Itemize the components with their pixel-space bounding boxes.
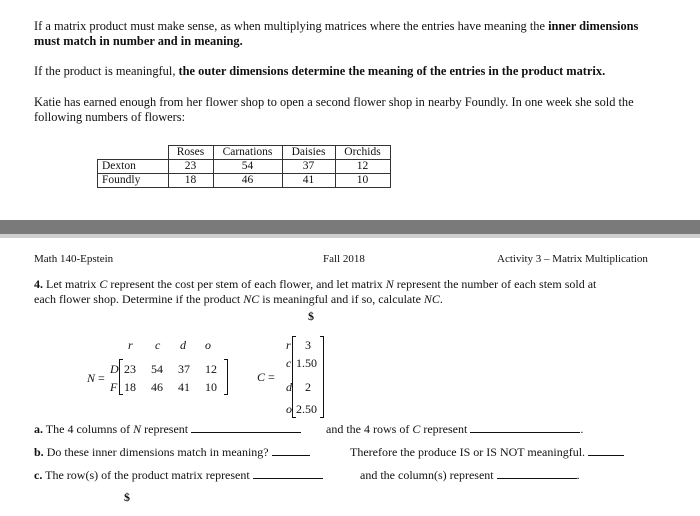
question-a-text: The 4 columns of <box>45 422 134 436</box>
intro-p3-line1: Katie has earned enough from her flower shop to open a second flower shop in nearby Foundly. In one week she sold the <box>34 95 634 109</box>
problem-text: Let matrix <box>46 277 100 291</box>
intro-p2-text: If the product is meaningful, <box>34 64 179 78</box>
question-a-label: a. <box>34 422 43 436</box>
header-course: Math 140-Epstein <box>34 253 114 265</box>
question-a-part2 <box>326 422 583 436</box>
intro-p3-line2: following numbers of flowers: <box>34 110 186 124</box>
question-a-text: represent <box>141 422 189 436</box>
matrix-c-row-label: o <box>286 402 292 416</box>
question-c-part2 <box>360 468 580 482</box>
intro-p1-bold-inner: inner dimensions <box>548 19 639 33</box>
matrix-n-left-bracket <box>119 359 123 395</box>
flower-sales-table <box>97 145 391 188</box>
question-c-text: and the column(s) represent <box>360 468 494 482</box>
page-separator-shadow <box>0 234 700 238</box>
problem-text: is meaningful and if so, calculate <box>259 292 424 306</box>
matrix-n-row-label: D <box>110 362 119 376</box>
problem-var-nc: NC <box>243 292 260 306</box>
intro-paragraph-3 <box>34 95 634 125</box>
intro-p1-bold-match: must match in number and in meaning. <box>34 34 243 48</box>
matrix-n-col-label: o <box>205 338 211 352</box>
table-header-cell: Orchids <box>335 146 390 160</box>
question-c <box>34 468 323 482</box>
matrix-c-cell: 3 <box>305 338 311 352</box>
question-a-text: and the 4 rows of <box>326 422 413 436</box>
matrix-n-col-label: d <box>180 338 186 352</box>
matrix-c-row-label: c <box>286 356 292 370</box>
table-cell: 46 <box>213 174 282 188</box>
table-header-cell: Carnations <box>213 146 282 160</box>
matrix-n-col-label: c <box>155 338 161 352</box>
question-c-end: . <box>576 468 580 482</box>
question-b-text: Do these inner dimensions match in meaning? <box>46 445 269 459</box>
problem-text: each flower shop. Determine if the product <box>34 292 244 306</box>
matrix-n-cell: 23 <box>124 362 136 376</box>
intro-paragraph-2 <box>34 64 605 79</box>
question-a <box>34 422 301 436</box>
matrix-n-name: N <box>87 371 96 385</box>
table-header-cell: Roses <box>168 146 213 160</box>
table-header-row <box>98 146 391 160</box>
problem-text: represent the number of each stem sold at <box>393 277 597 291</box>
intro-p2-bold: the outer dimensions determine the meaning of the entries in the product matrix. <box>178 64 606 78</box>
table-cell: 12 <box>335 160 390 174</box>
matrix-c-cell: 2.50 <box>296 402 317 416</box>
matrix-n-row-label: F <box>110 380 118 394</box>
matrix-n-cell: 37 <box>178 362 190 376</box>
dollar-sign-bottom: $ <box>124 490 130 504</box>
matrix-n-cell: 18 <box>124 380 136 394</box>
table-cell: 41 <box>282 174 335 188</box>
problem-4-text <box>34 277 596 307</box>
table-cell: 10 <box>335 174 390 188</box>
question-b-label: b. <box>34 445 44 459</box>
question-c-label: c. <box>34 468 43 482</box>
table-row <box>98 160 391 174</box>
matrix-c-name: C <box>257 370 266 384</box>
matrix-c-cell: 2 <box>305 380 311 394</box>
answer-blank-b2[interactable] <box>588 445 624 456</box>
matrix-c-cell: 1.50 <box>296 356 317 370</box>
matrix-n-cell: 10 <box>205 380 217 394</box>
matrix-c-row-label: r <box>286 338 291 352</box>
table-cell: 54 <box>213 160 282 174</box>
intro-p1-text: If a matrix product must make sense, as when multiplying matrices where the entries have meaning the <box>34 19 549 33</box>
question-b-part2 <box>350 445 624 459</box>
dollar-sign: $ <box>308 309 314 323</box>
table-row <box>98 174 391 188</box>
matrix-n-cell: 54 <box>151 362 163 376</box>
problem-var-nc: NC <box>423 292 440 306</box>
question-a-text: represent <box>420 422 468 436</box>
matrix-c-row-label: d <box>286 380 292 394</box>
table-cell: 18 <box>168 174 213 188</box>
table-row-label: Dexton <box>98 160 169 174</box>
question-b-text: Therefore the produce IS or IS NOT meaningful. <box>350 445 586 459</box>
problem-text: . <box>439 292 443 306</box>
header-term: Fall 2018 <box>323 253 365 265</box>
question-b <box>34 445 310 459</box>
table-cell: 23 <box>168 160 213 174</box>
problem-number: 4. <box>34 277 43 291</box>
table-row-label: Foundly <box>98 174 169 188</box>
table-corner <box>98 146 169 160</box>
question-a-var: N <box>133 422 142 436</box>
page-separator <box>0 220 700 234</box>
answer-blank-c2[interactable] <box>497 468 577 479</box>
answer-blank-a1[interactable] <box>191 422 301 433</box>
answer-blank-c1[interactable] <box>253 468 323 479</box>
question-c-text: The row(s) of the product matrix represent <box>45 468 250 482</box>
question-a-end: . <box>580 422 584 436</box>
matrix-n-cell: 41 <box>178 380 190 394</box>
problem-var-c: C <box>99 277 108 291</box>
problem-var-n: N <box>385 277 394 291</box>
matrix-n-cell: 46 <box>151 380 163 394</box>
matrix-n-right-bracket <box>224 359 228 395</box>
intro-paragraph-1 <box>34 19 684 49</box>
answer-blank-a2[interactable] <box>470 422 580 433</box>
matrix-n-col-label: r <box>128 338 133 352</box>
problem-text: represent the cost per stem of each flower, and let matrix <box>107 277 386 291</box>
answer-blank-b1[interactable] <box>272 445 310 456</box>
header-activity: Activity 3 – Matrix Multiplication <box>497 253 648 265</box>
question-a-var: C <box>412 422 421 436</box>
matrix-n-cell: 12 <box>205 362 217 376</box>
table-cell: 37 <box>282 160 335 174</box>
matrix-c-right-bracket <box>320 336 324 418</box>
table-header-cell: Daisies <box>282 146 335 160</box>
